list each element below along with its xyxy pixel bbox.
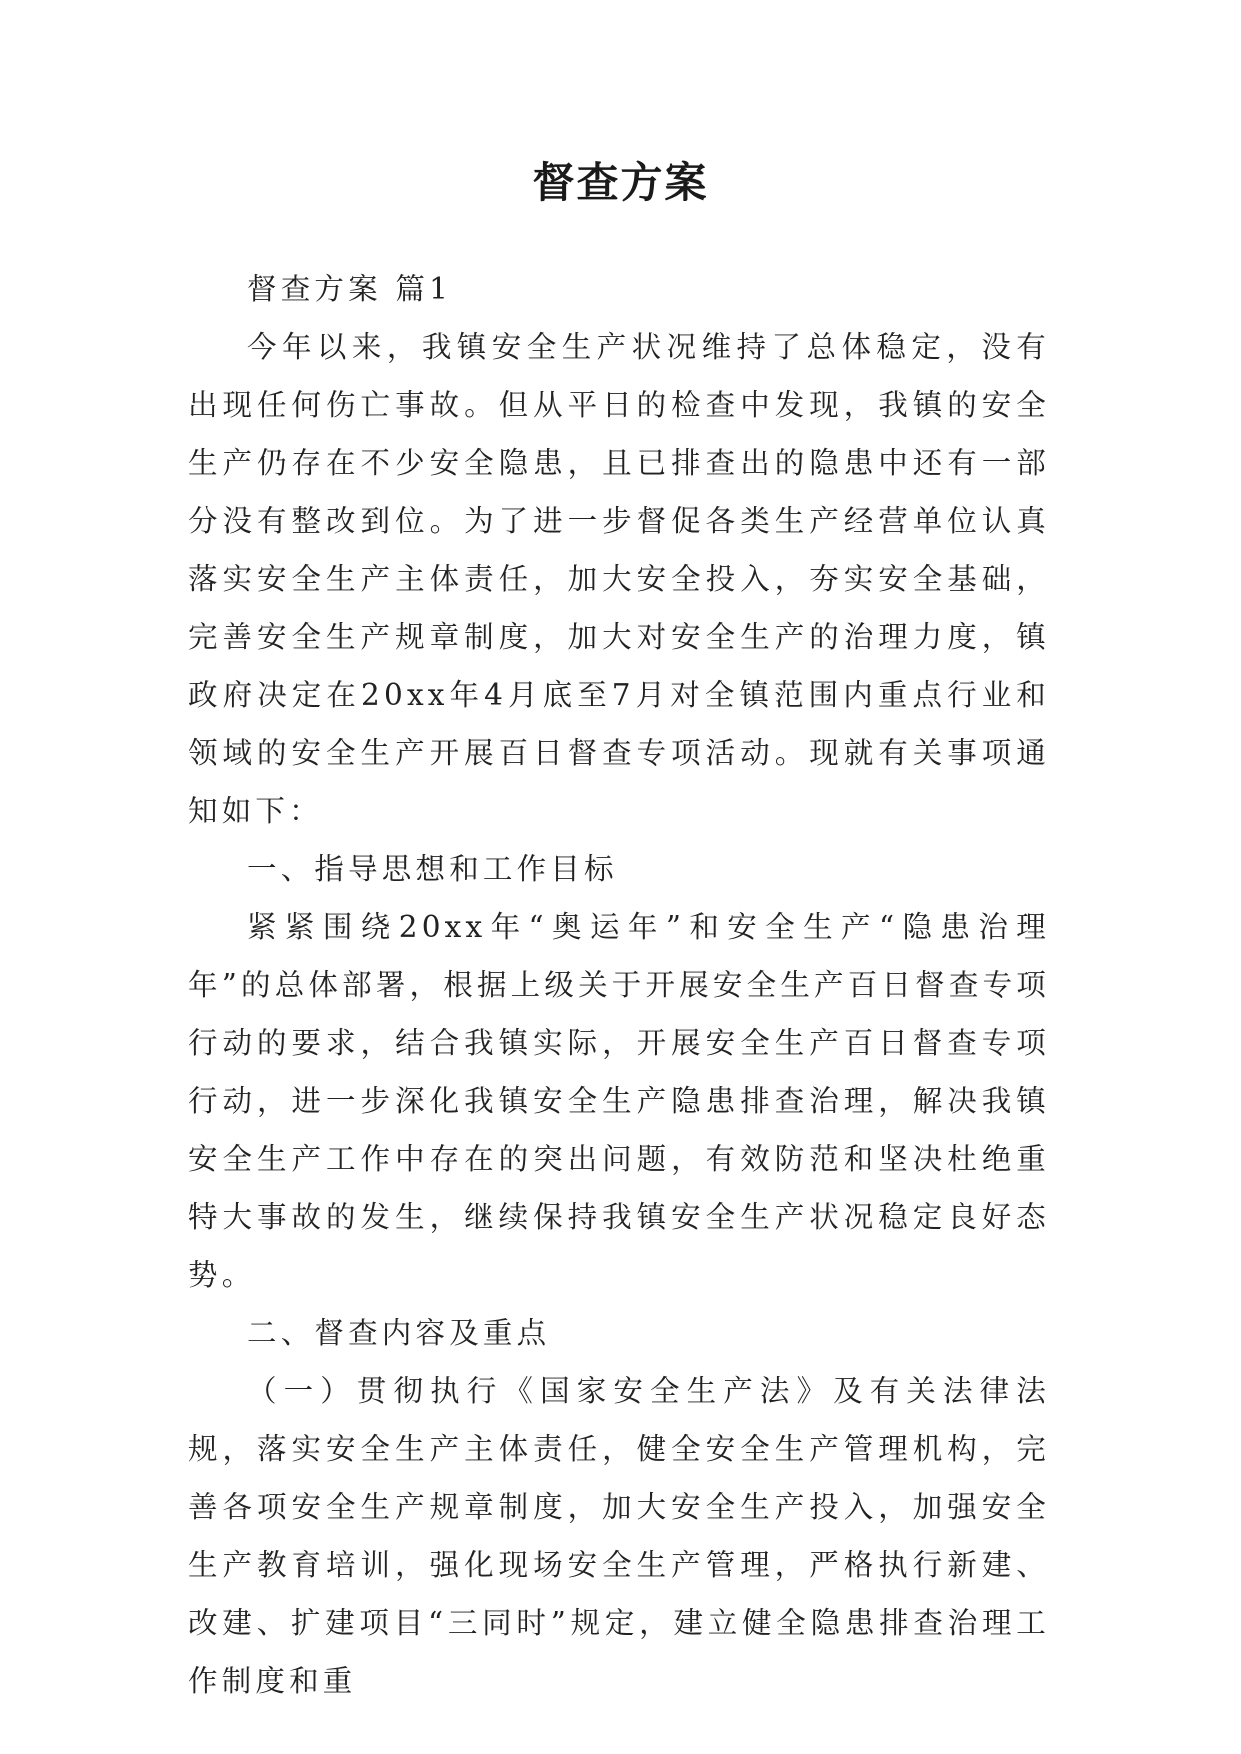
body-paragraph: 紧紧围绕20xx年“奥运年”和安全生产“隐患治理年”的总体部署，根据上级关于开展安全生产百日督查专项行动的要求，结合我镇实际，开展安全生产百日督查专项行动，进一步深化我镇安全生产隐患排查治理，解决我镇安全生产工作中存在的突出问题，有效防范和坚决杜绝重特大事故的发生，继续保持我镇安全生产状况稳定良好态势。 <box>188 910 1050 1292</box>
body-paragraph: 今年以来，我镇安全生产状况维持了总体稳定，没有出现任何伤亡事故。但从平日的检查中发现，我镇的安全生产仍存在不少安全隐患，且已排查出的隐患中还有一部分没有整改到位。为了进一步督促各类生产经营单位认真落实安全生产主体责任，加大安全投入，夯实安全基础，完善安全生产规章制度，加大对安全生产的治理力度，镇政府决定在20xx年4月底至7月对全镇范围内重点行业和领域的安全生产开展百日督查专项活动。现就有关事项通知如下： <box>188 330 1050 828</box>
section-heading: 督查方案 篇1 <box>247 272 453 306</box>
section-heading: 二、督查内容及重点 <box>247 1316 551 1350</box>
document-title: 督查方案 <box>532 158 709 207</box>
body-paragraph: （一）贯彻执行《国家安全生产法》及有关法律法规，落实安全生产主体责任，健全安全生产管理机构，完善各项安全生产规章制度，加大安全生产投入，加强安全生产教育培训，强化现场安全生产管理，严格执行新建、改建、扩建项目“三同时”规定，建立健全隐患排查治理工作制度和重 <box>188 1374 1050 1698</box>
document-body <box>188 260 1050 1710</box>
section-heading: 一、指导思想和工作目标 <box>247 852 618 886</box>
